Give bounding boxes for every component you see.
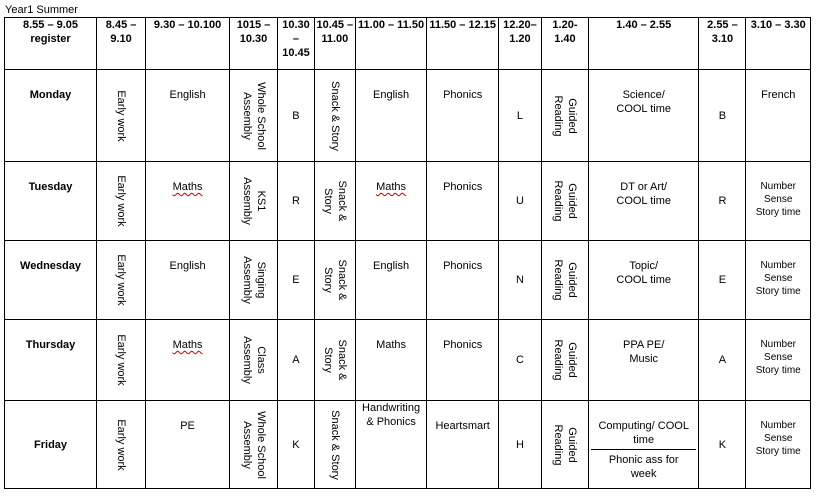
lunch-letter: U	[498, 162, 541, 241]
cell-text: Guided Reading	[551, 424, 578, 465]
day-label: Monday	[5, 70, 97, 162]
session-cell	[355, 162, 427, 241]
cell-text: Number Sense Story time	[755, 420, 801, 457]
phonics-cell: Phonics	[427, 320, 499, 401]
header-cell: 1.20- 1.40	[541, 18, 588, 70]
reading-cell	[541, 401, 588, 489]
session-cell: PE	[146, 401, 230, 489]
pm-break-letter: R	[699, 162, 746, 241]
header-cell: 1.40 – 2.55	[588, 18, 698, 70]
cell-text: Guided Reading	[551, 95, 578, 136]
pm-break-letter: A	[699, 320, 746, 401]
cell-text: Snack & Story	[328, 409, 341, 480]
table-row	[5, 241, 811, 320]
header-cell: 11.50 – 12.15	[427, 18, 499, 70]
header-row	[5, 18, 811, 70]
assembly-cell	[230, 162, 278, 241]
timetable	[4, 17, 811, 489]
header-cell: 11.00 – 11.50	[355, 18, 427, 70]
header-cell: 2.55 – 3.10	[699, 18, 746, 70]
cell-text: Guided Reading	[551, 180, 578, 222]
cell-text: PPA PE/ Music	[623, 339, 665, 365]
cell-text: Singing Assembly	[240, 256, 267, 304]
end-cell: French	[746, 70, 811, 162]
early-work-cell	[97, 320, 146, 401]
cell-text: Whole School Assembly	[240, 81, 267, 150]
cell-text: Maths	[172, 181, 203, 193]
afternoon-cell	[588, 401, 698, 489]
early-work-cell	[97, 401, 146, 489]
lunch-letter: C	[498, 320, 541, 401]
snack-cell	[314, 241, 355, 320]
table-row	[5, 401, 811, 489]
afternoon-cell	[588, 162, 698, 241]
reading-cell	[541, 241, 588, 320]
cell-text: Guided Reading	[551, 259, 578, 301]
cell-text: Early work	[115, 418, 128, 471]
day-label: Thursday	[5, 320, 97, 401]
cell-text: Number Sense Story time	[755, 181, 801, 218]
header-cell: 12.20– 1.20	[498, 18, 541, 70]
cell-text: Snack & Story	[321, 180, 348, 222]
session-cell: English	[146, 70, 230, 162]
snack-cell	[314, 70, 355, 162]
break-letter: E	[278, 241, 315, 320]
reading-cell	[541, 70, 588, 162]
end-cell	[746, 241, 811, 320]
reading-cell	[541, 320, 588, 401]
document-title: Year1 Summer	[5, 4, 78, 16]
lunch-letter: H	[498, 401, 541, 489]
cell-text: Number Sense Story time	[755, 260, 801, 297]
phonics-cell: Phonics	[427, 70, 499, 162]
cell-text: Early work	[115, 254, 128, 306]
end-cell	[746, 401, 811, 489]
session-cell: English	[146, 241, 230, 320]
assembly-cell	[230, 401, 278, 489]
day-label: Friday	[5, 401, 97, 489]
cell-text: Computing/ COOL time	[591, 419, 696, 450]
day-label: Wednesday	[5, 241, 97, 320]
assembly-cell	[230, 70, 278, 162]
header-cell: 3.10 – 3.30	[746, 18, 811, 70]
lunch-letter: N	[498, 241, 541, 320]
cell-text: Maths	[376, 181, 407, 193]
pm-break-letter: E	[699, 241, 746, 320]
break-letter: K	[278, 401, 315, 489]
early-work-cell	[97, 70, 146, 162]
assembly-cell	[230, 241, 278, 320]
reading-cell	[541, 162, 588, 241]
cell-text: Snack & Story	[321, 339, 348, 381]
cell-text: Whole School Assembly	[240, 410, 267, 479]
cell-text: Early work	[115, 175, 128, 227]
cell-text: Snack & Story	[328, 80, 341, 151]
pm-break-letter: K	[699, 401, 746, 489]
cell-text: Number Sense Story time	[755, 339, 801, 376]
assembly-cell	[230, 320, 278, 401]
session-cell	[146, 162, 230, 241]
cell-text: Guided Reading	[551, 339, 578, 381]
header-cell: 10.30 – 10.45	[278, 18, 315, 70]
header-cell: 8.45 – 9.10	[97, 18, 146, 70]
header-cell: 1015 – 10.30	[230, 18, 278, 70]
break-letter: B	[278, 70, 315, 162]
header-cell: 8.55 – 9.05 register	[5, 18, 97, 70]
day-label: Tuesday	[5, 162, 97, 241]
phonics-cell: Phonics	[427, 241, 499, 320]
break-letter: R	[278, 162, 315, 241]
snack-cell	[314, 162, 355, 241]
cell-text: KS1 Assembly	[240, 177, 267, 225]
cell-text: Handwriting & Phonics	[362, 402, 421, 428]
end-cell	[746, 320, 811, 401]
cell-text: Topic/ COOL time	[616, 260, 671, 286]
early-work-cell	[97, 241, 146, 320]
early-work-cell	[97, 162, 146, 241]
table-row	[5, 320, 811, 401]
afternoon-cell	[588, 320, 698, 401]
session-cell	[146, 320, 230, 401]
afternoon-cell	[588, 70, 698, 162]
afternoon-cell	[588, 241, 698, 320]
cell-text: Early work	[115, 89, 128, 142]
snack-cell	[314, 401, 355, 489]
snack-cell	[314, 320, 355, 401]
session-cell: Maths	[355, 320, 427, 401]
header-cell: 10.45 – 11.00	[314, 18, 355, 70]
session-cell	[355, 401, 427, 489]
phonics-cell: Phonics	[427, 162, 499, 241]
lunch-letter: L	[498, 70, 541, 162]
session-cell: English	[355, 70, 427, 162]
cell-text: Maths	[172, 339, 203, 351]
header-cell: 9.30 – 10.100	[146, 18, 230, 70]
end-cell	[746, 162, 811, 241]
table-row	[5, 162, 811, 241]
table-row	[5, 70, 811, 162]
cell-text: DT or Art/ COOL time	[616, 181, 671, 207]
phonics-cell: Heartsmart	[427, 401, 499, 489]
cell-text: Class Assembly	[240, 336, 267, 384]
session-cell: English	[355, 241, 427, 320]
break-letter: A	[278, 320, 315, 401]
cell-text: Phonic ass for week	[608, 454, 679, 480]
cell-text: Snack & Story	[321, 259, 348, 301]
pm-break-letter: B	[699, 70, 746, 162]
cell-text: Early work	[115, 334, 128, 386]
cell-text: Science/ COOL time	[616, 89, 671, 115]
